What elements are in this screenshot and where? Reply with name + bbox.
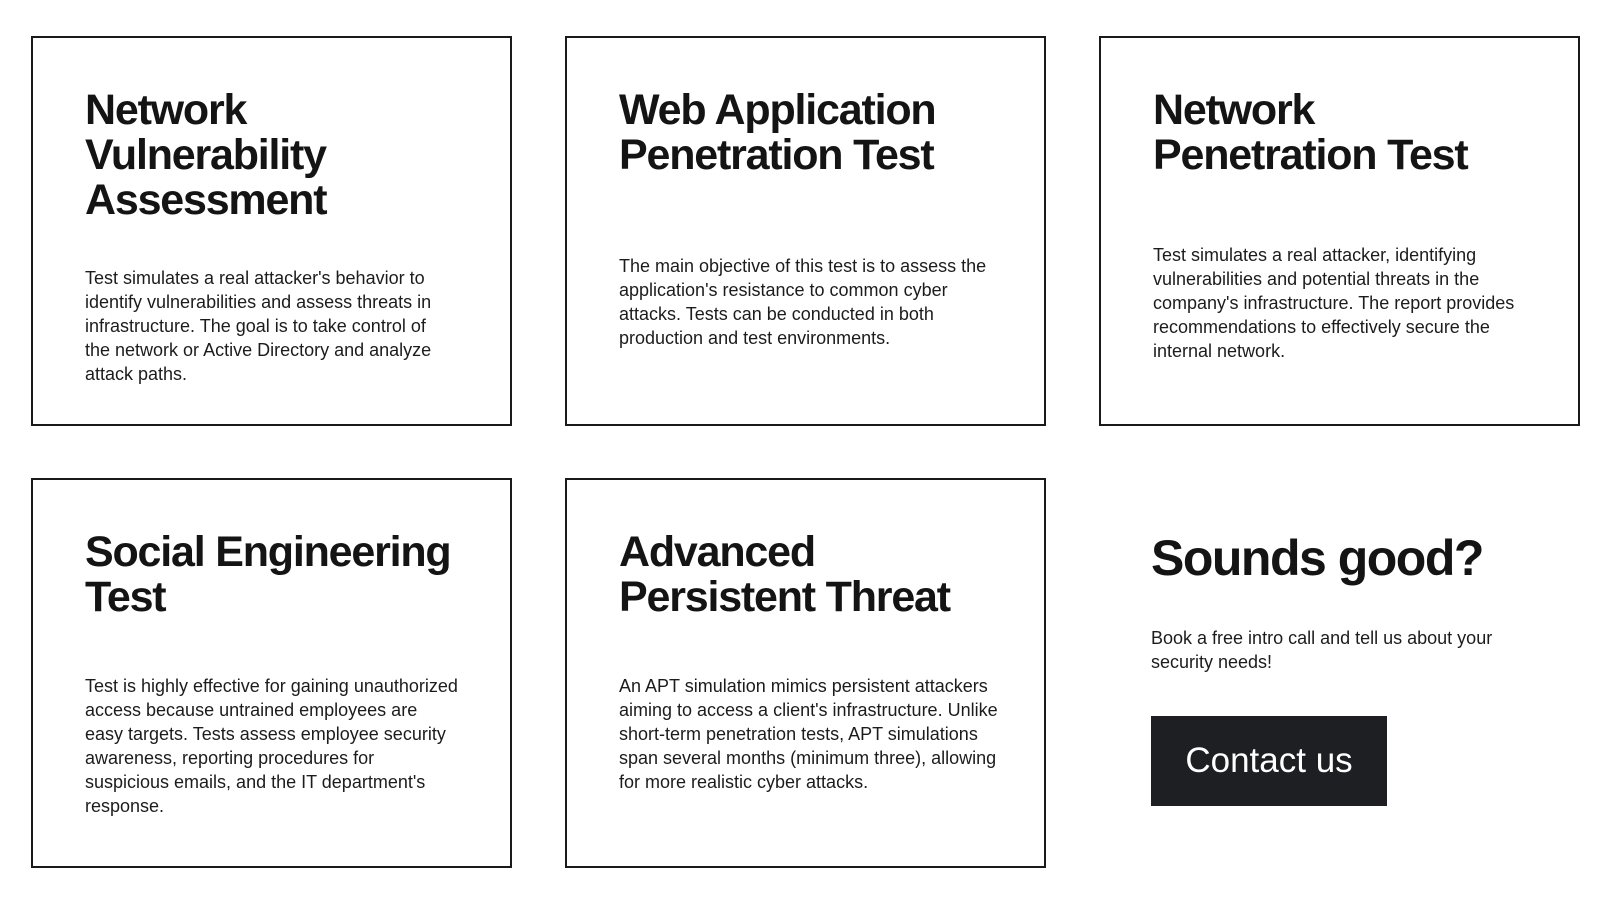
card-description: The main objective of this test is to assess the application's resistance to common cyber attacks. Tests can be conducted in both production and test environments. <box>619 256 987 348</box>
contact-us-button[interactable]: Contact us <box>1151 716 1387 806</box>
card-title: Web Application Penetration Test <box>619 86 936 179</box>
card-title: Advanced Persistent Threat <box>619 528 950 621</box>
service-card-advanced-persistent-threat <box>565 478 1046 868</box>
card-title: Network Penetration Test <box>1153 86 1468 179</box>
service-card-web-application-penetration-test <box>565 36 1046 426</box>
cta-section <box>1151 530 1571 806</box>
card-title: Social Engineering Test <box>85 528 451 621</box>
cta-text: Book a free intro call and tell us about your security needs! <box>1151 628 1493 672</box>
card-description: Test simulates a real attacker's behavior to identify vulnerabilities and assess threats in infrastructure. The goal is to take control of the network or Active Directory and analyze attack paths. <box>85 268 432 384</box>
cta-title: Sounds good? <box>1151 530 1483 586</box>
card-description: Test simulates a real attacker, identifying vulnerabilities and potential threats in the company's infrastructure. The report provides recommendations to effectively secure the internal network. <box>1153 245 1515 361</box>
service-card-social-engineering-test <box>31 478 512 868</box>
card-description: Test is highly effective for gaining unauthorized access because untrained employees are easy targets. Tests assess employee security awareness, reporting procedures for suspicious emails, and the IT department's response. <box>85 676 458 816</box>
service-card-network-penetration-test <box>1099 36 1580 426</box>
card-description: An APT simulation mimics persistent attackers aiming to access a client's infrastructure. Unlike short-term penetration tests, APT simulations span several months (minimum three), allowing for more realistic cyber attacks. <box>619 676 998 792</box>
service-card-network-vulnerability-assessment <box>31 36 512 426</box>
card-title: Network Vulnerability Assessment <box>85 86 327 224</box>
